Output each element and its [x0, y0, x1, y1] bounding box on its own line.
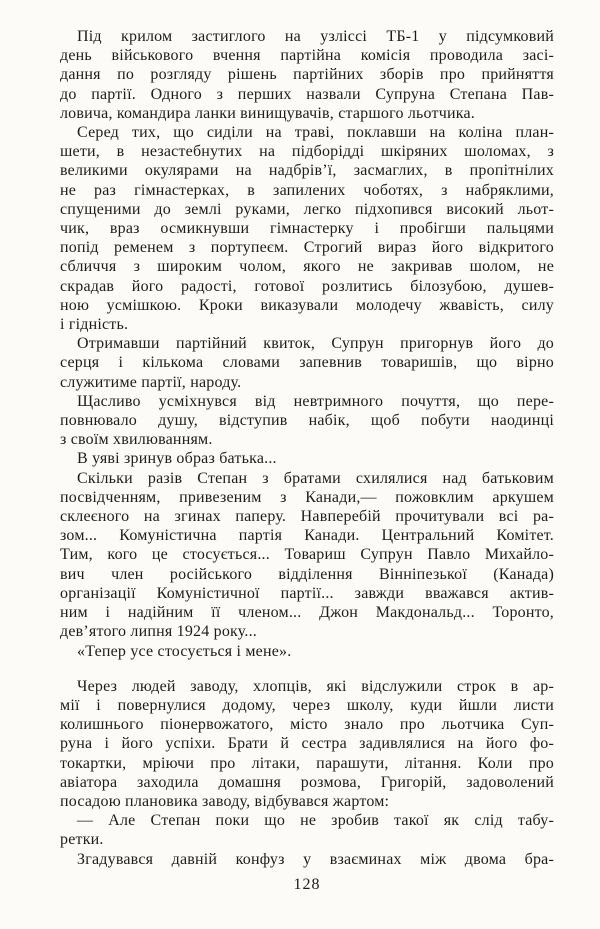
text-line: колишнього піонервожатого, місто знало про льотчика Суп-: [60, 716, 554, 734]
text-line: дев’ятого липня 1924 року...: [60, 623, 258, 641]
text-line: ретки.: [60, 831, 104, 849]
text-line: мії і повернулися додому, через школу, куди йшли листи: [60, 696, 554, 714]
paragraph: [60, 811, 554, 849]
text-line: організації Комуністичної партії... завжди вважався актив-: [60, 584, 554, 602]
text-block: [60, 27, 554, 869]
text-line: В уяві зринув образ батька...: [77, 450, 277, 468]
text-line: чик, враз осмикнувши гімнастерку і пробігши пальцями: [60, 220, 554, 238]
paragraph: [60, 850, 554, 869]
text-line: попід ременем з портупеєм. Строгий вираз його відкритого: [60, 239, 554, 257]
paragraph: [60, 334, 554, 392]
text-line: дання по розгляду рішень партійних зборів про прийняття: [60, 66, 554, 84]
paragraph: [60, 392, 554, 450]
text-line: Щасливо усміхнувся від невтримного почуття, що пере-: [77, 392, 554, 410]
text-line: Серед тих, що сиділи на траві, поклавши на коліна план-: [77, 124, 554, 142]
text-line: спущеними до землі руками, легко підхопився високий льот-: [60, 200, 554, 218]
text-line: ною усмішкою. Кроки виказували молодечу жвавість, силу: [60, 296, 554, 314]
text-line: токартки, мріючи про літаки, парашути, літання. Коли про: [60, 754, 554, 772]
text-line: не раз гімнастерках, в запилених чоботях, з набряклими,: [60, 181, 554, 199]
page-number: 128: [293, 876, 321, 893]
text-line: руна і його успіхи. Брати й сестра задивлялися на його фо-: [60, 735, 554, 753]
paragraph: [60, 677, 554, 811]
text-line: «Тепер усе стосується і мене».: [77, 642, 292, 660]
text-line: вич член російського відділення Вінніпезької (Канада): [60, 565, 554, 583]
paragraph: [60, 469, 554, 642]
text-line: і гідність.: [60, 316, 129, 334]
text-line: авіатора заходила домашня розмова, Григорій, задоволений: [60, 773, 554, 791]
text-line: з своїм хвилюванням.: [60, 431, 213, 449]
text-line: ловича, командира ланки винищувачів, старшого льотчика.: [60, 104, 475, 122]
text-line: склеєного на згинах паперу. Навперебій прочитували всі ра-: [60, 508, 554, 526]
paragraph: [60, 123, 554, 334]
text-line: Скільки разів Степан з братами схилялися над батьковим: [77, 469, 554, 487]
paragraph: [60, 642, 554, 661]
text-line: ним і надійним її членом... Джон Макдональд... Торонто,: [60, 604, 554, 622]
text-line: — Але Степан поки що не зробив такої як слід табу-: [77, 812, 554, 830]
text-line: посадою плановика заводу, відбувався жартом:: [60, 792, 390, 810]
text-line: служитиме партії, народу.: [60, 373, 242, 391]
text-line: сбличчя з широким чолом, якого не закривав шолом, не: [60, 258, 554, 276]
text-line: Отримавши партійний квиток, Супрун пригорнув його до: [77, 335, 554, 353]
text-line: великими окулярами на надбрів’ї, засмаглих, в пропітнілих: [60, 162, 554, 180]
paragraph: [60, 27, 554, 123]
text-line: Через людей заводу, хлопців, які відслужили строк в ар-: [77, 677, 554, 695]
text-line: зом... Комуністична партія Канади. Центральний Комітет.: [60, 527, 554, 545]
text-line: Під крилом застиглого на узліссі ТБ-1 у підсумковий: [77, 28, 554, 45]
text-line: шети, в незастебнутих на підборідді шкіряних шоломах, з: [60, 143, 554, 161]
text-line: повнювало душу, відступив набік, щоб побути наодинці: [60, 412, 554, 430]
paragraph: [60, 449, 554, 468]
text-line: скрадав його радості, готової розлитись білозубою, душев-: [60, 277, 554, 295]
text-line: посвідченням, привезеним з Канади,— пожовклим аркушем: [60, 488, 554, 506]
text-line: до партії. Одного з перших назвали Супруна Степана Пав-: [60, 85, 554, 103]
text-line: Згадувався давній конфуз у взаєминах між двома бра-: [77, 850, 554, 868]
text-line: серця і кількома словами запевнив товаришів, що вірно: [60, 354, 554, 372]
text-line: день військового вчення партійна комісія проводила засі-: [60, 47, 554, 65]
text-line: Тим, кого це стосується... Товариш Супрун Павло Михайло-: [60, 546, 554, 564]
